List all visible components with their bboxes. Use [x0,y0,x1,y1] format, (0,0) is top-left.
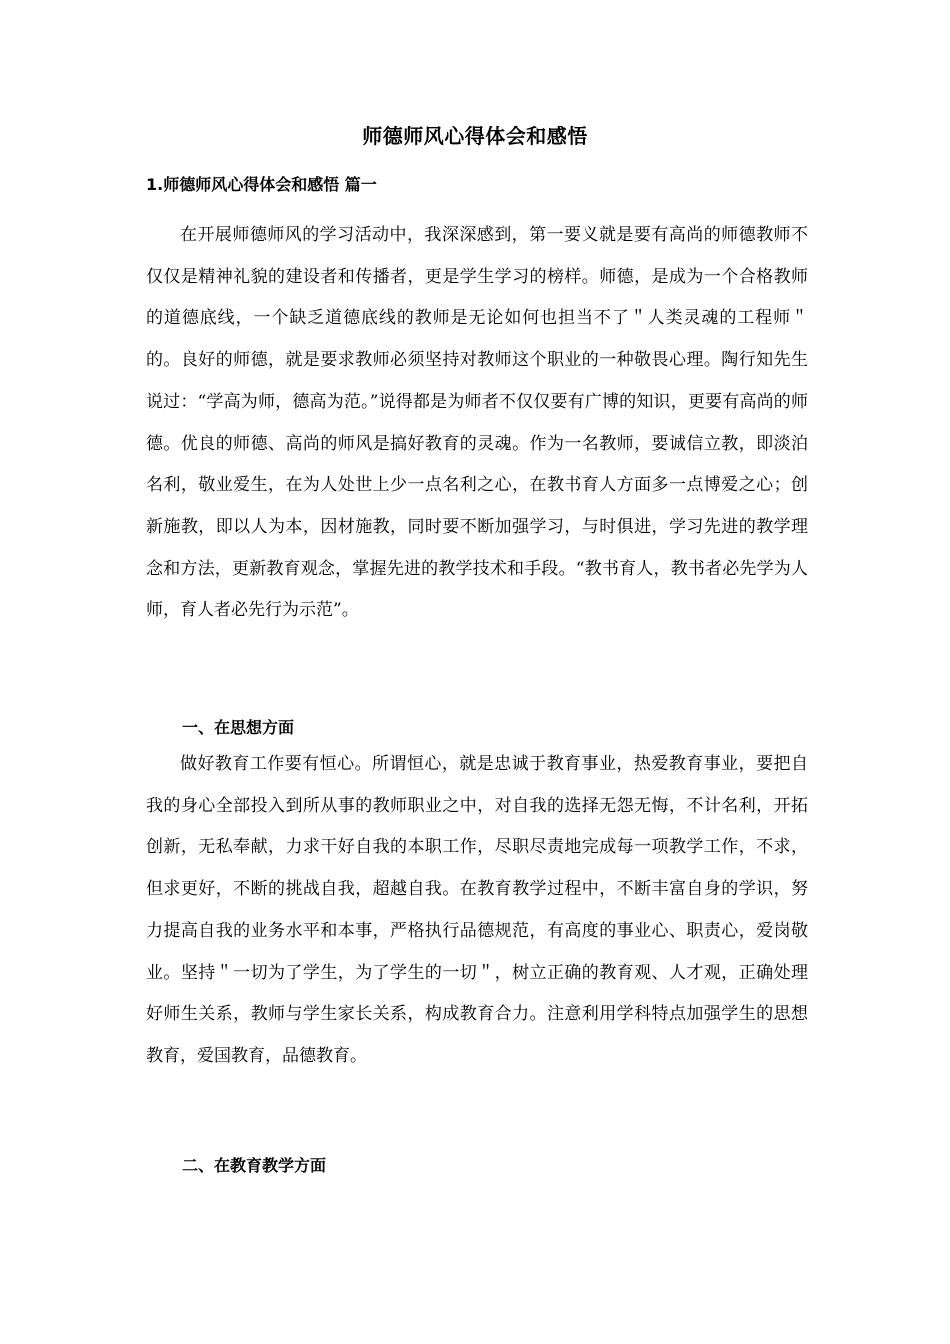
body-paragraph-2: 做好教育工作要有恒心。所谓恒心，就是忠诚于教育事业，热爱教育事业，要把自我的身心全部投入到所从事的教师职业之中，对自我的选择无怨无悔，不计名利，开拓创新，无私奉献，力求干好自我的本职工作，尽职尽责地完成每一项教学工作，不求，但求更好，不断的挑战自我，超越自我。在教育教学过程中，不断丰富自身的学识，努力提高自我的业务水平和本事，严格执行品德规范，有高度的事业心、职责心，爱岗敬业。坚持＂一切为了学生，为了学生的一切＂，树立正确的教育观、人才观，正确处理好师生关系，教师与学生家长关系，构成教育合力。注意利用学科特点加强学生的思想教育，爱国教育，品德教育。 [146,754,808,1066]
body-paragraph-1: 在开展师德师风的学习活动中，我深深感到，第一要义就是要有高尚的师德教师不仅仅是精神礼貌的建设者和传播者，更是学生学习的榜样。师德，是成为一个合格教师的道德底线，一个缺乏道德底线的教师是无论如何也担当不了＂人类灵魂的工程师＂的。良好的师德，就是要求教师必须坚持对教师这个职业的一种敬畏心理。陶行知先生说过：“学高为师，德高为范。”说得都是为师者不仅仅要有广博的知识，更要有高尚的师德。优良的师德、高尚的师风是搞好教育的灵魂。作为一名教师，要诚信立教，即淡泊名利，敬业爱生，在为人处世上少一点名利之心，在教书育人方面多一点博爱之心；创新施教，即以人为本，因材施教，同时要不断加强学习，与时俱进，学习先进的教学理念和方法，更新教育观念，掌握先进的教学技术和手段。“教书育人，教书者必先学为人师，育人者必先行为示范”。 [146,225,808,621]
document-title: 师德师风心得体会和感悟 [362,124,588,148]
section-heading: 1.师德师风心得体会和感悟 篇一 [146,175,377,194]
subheading-teaching: 二、在教育教学方面 [182,1156,327,1175]
subheading-thought: 一、在思想方面 [182,718,295,737]
